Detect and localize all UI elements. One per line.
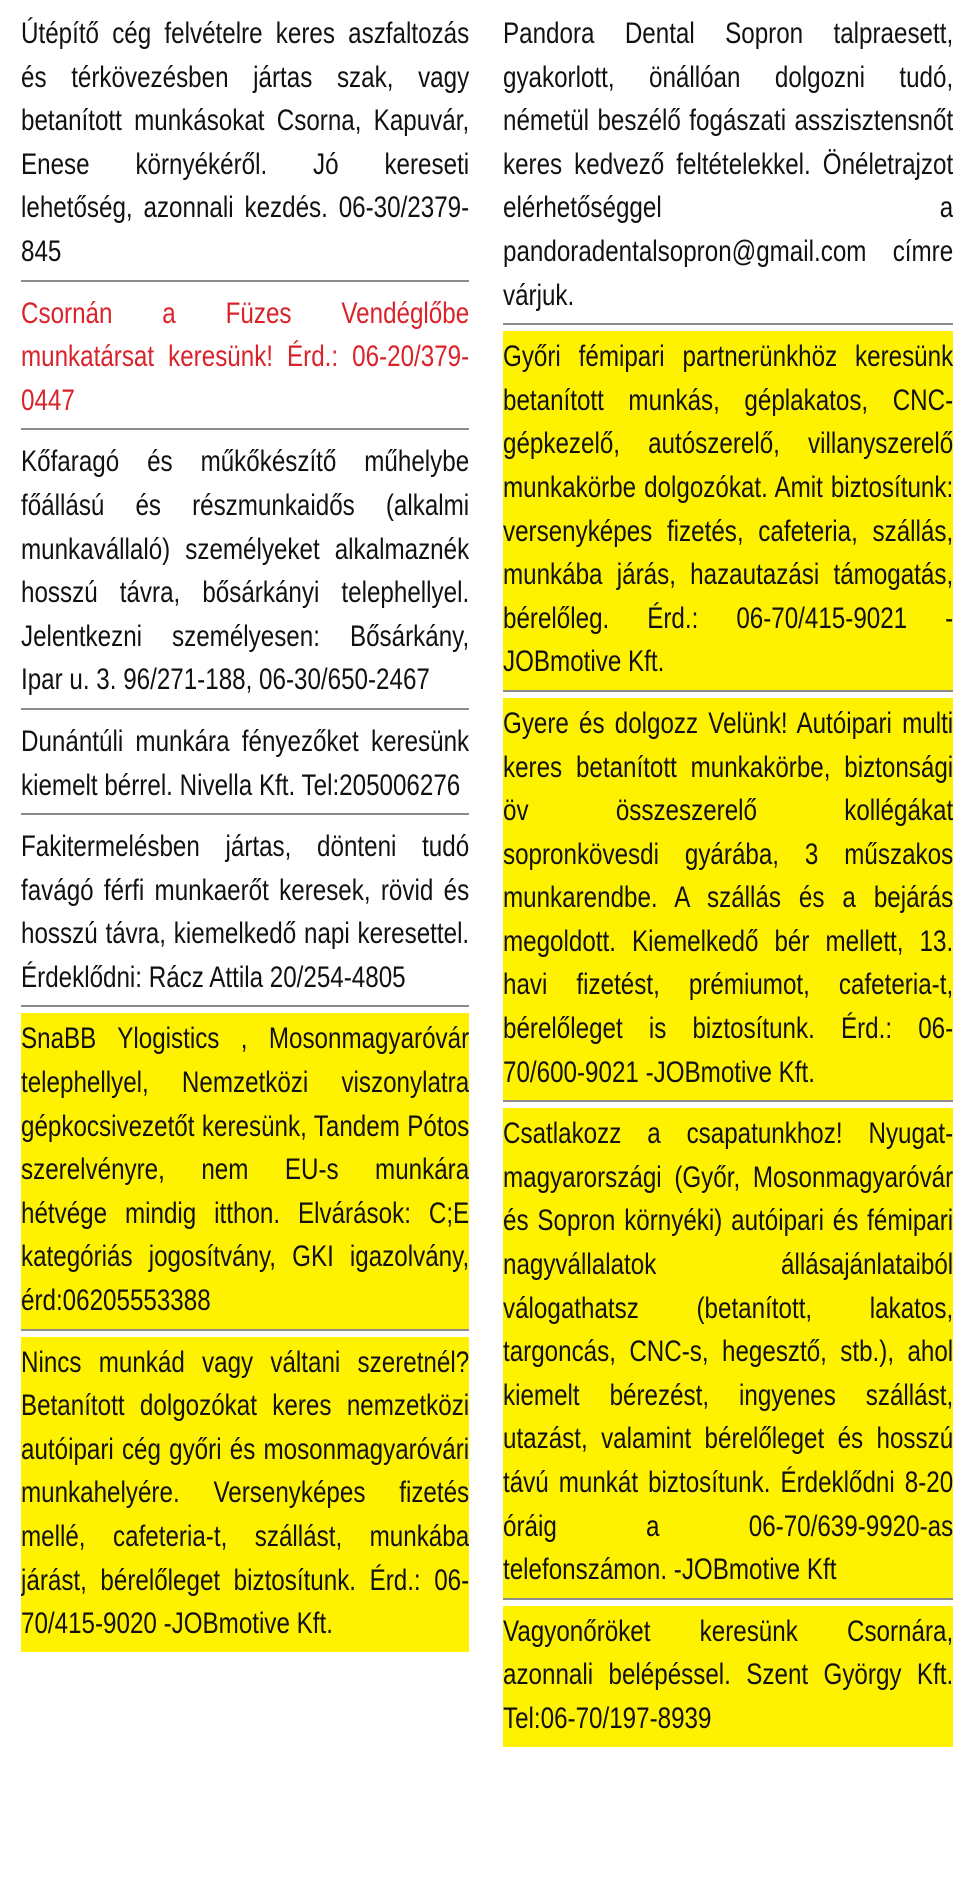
ad-text: Gyere és dolgozz Velünk! Autóipari multi keres betanított munkakörbe, biztonsági öv összeszerelő kollégákat sopronkövesdi gyárába, 3 műszakos munkarendbe. A szállás és a bejárás megoldott. Kiemelkedő bér mellett, 13. havi fizetést, prémiumot, cafeteria-t, bérelőleget is biztosítunk. Érd.: 06-70/600-9021 -JOBmotive Kft. bbox=[503, 706, 953, 1089]
classified-ad-nincs-munkad bbox=[21, 1337, 469, 1652]
classified-column-left bbox=[21, 8, 469, 1658]
classified-ad-fakitermeles bbox=[21, 821, 469, 1007]
ad-text: Vagyonőröket keresünk Csornára, azonnali belépéssel. Szent György Kft. Tel:06-70/197-8939 bbox=[503, 1614, 953, 1735]
ad-text: Csatlakozz a csapatunkhoz! Nyugat-magyarországi (Győr, Mosonmagyaróvár és Sopron környéki) autóipari és fémipari nagyvállalatok állásajánlataiból válogathatsz (betanított, lakatos, targoncás, CNC-s, hegesztő, stb.), ahol kiemelt bérezést, ingyenes szállást, utazást, valamint bérelőleget és hosszú távú munkát biztosítunk. Érdeklődni 8-20 óráig a 06-70/639-9920-as telefonszámon. -JOBmotive Kft bbox=[503, 1117, 953, 1587]
classified-ad-vagyonor bbox=[503, 1606, 953, 1747]
ad-text: Útépítő cég felvételre keres aszfaltozás és térkövezésben jártas szak, vagy betanított munkásokat Csorna, Kapuvár, Enese környékéről. Jó kereseti lehetőség, azonnali kezdés. 06-30/2379-845 bbox=[21, 17, 469, 268]
classified-ad-aszfalt bbox=[21, 8, 469, 282]
classified-ad-snabb bbox=[21, 1013, 469, 1330]
classified-ad-kofarago bbox=[21, 436, 469, 710]
ad-text: Dunántúli munkára fényezőket keresünk kiemelt bérrel. Nivella Kft. Tel:205006276 bbox=[21, 724, 469, 802]
ad-text: Nincs munkád vagy váltani szeretnél? Betanított dolgozókat keres nemzetközi autóipari cég győri és mosonmagyaróvári munkahelyére. Versenyképes fizetés mellé, cafeteria-t, szállást, munkába járást, bérelőleget biztosítunk. Érd.: 06-70/415-9020 -JOBmotive Kft. bbox=[21, 1345, 469, 1641]
ad-text: Fakitermelésben jártas, dönteni tudó favágó férfi munkaerőt keresek, rövid és hosszú távra, kiemelkedő napi keresettel. Érdeklődni: Rácz Attila 20/254-4805 bbox=[21, 830, 469, 994]
classified-ad-pandora bbox=[503, 8, 953, 325]
ad-text: Csornán a Füzes Vendéglőbe munkatársat keresünk! Érd.: 06-20/379-0447 bbox=[21, 296, 469, 417]
classified-ad-gyere bbox=[503, 698, 953, 1102]
ad-text: SnaBB Ylogistics , Mosonmagyaróvár telephellyel, Nemzetközi viszonylatra gépkocsivezetőt keresünk, Tandem Pótos szerelvényre, nem EU-s munkára hétvége mindig itthon. Elvárások: C;E kategóriás jogosítvány, GKI igazolvány, érd:06205553388 bbox=[21, 1022, 469, 1318]
ad-text: Győri fémipari partnerünkhöz keresünk betanított munkás, géplakatos, CNC-gépkezelő, autószerelő, villanyszerelő munkakörbe dolgozókat. Amit biztosítunk: versenyképes fizetés, cafeteria, szállás, munkába járás, hazautazási támogatás, bérelőleg. Érd.: 06-70/415-9021 -JOBmotive Kft. bbox=[503, 340, 953, 679]
ad-text: Kőfaragó és műkőkészítő műhelybe főállású és részmunkaidős (alkalmi munkavállaló) személyeket alkalmaznék hosszú távra, bősárkányi telephellyel. Jelentkezni személyesen: Bősárkány, Ipar u. 3. 96/271-188, 06-30/650-2467 bbox=[21, 445, 469, 697]
classified-column-right bbox=[503, 8, 953, 1753]
classified-ad-femipari bbox=[503, 331, 953, 692]
ad-text: Pandora Dental Sopron talpraesett, gyakorlott, önállóan dolgozni tudó, németül beszélő fogászati asszisztensnőt keres kedvező feltételekkel. Önéletrajzot elérhetőséggel a pandoradentalsopron@gmail.com címre várjuk. bbox=[503, 17, 953, 312]
classified-ad-fuzes bbox=[21, 288, 469, 431]
classified-ad-nivella bbox=[21, 716, 469, 815]
classified-ad-csatlakozz bbox=[503, 1108, 953, 1600]
